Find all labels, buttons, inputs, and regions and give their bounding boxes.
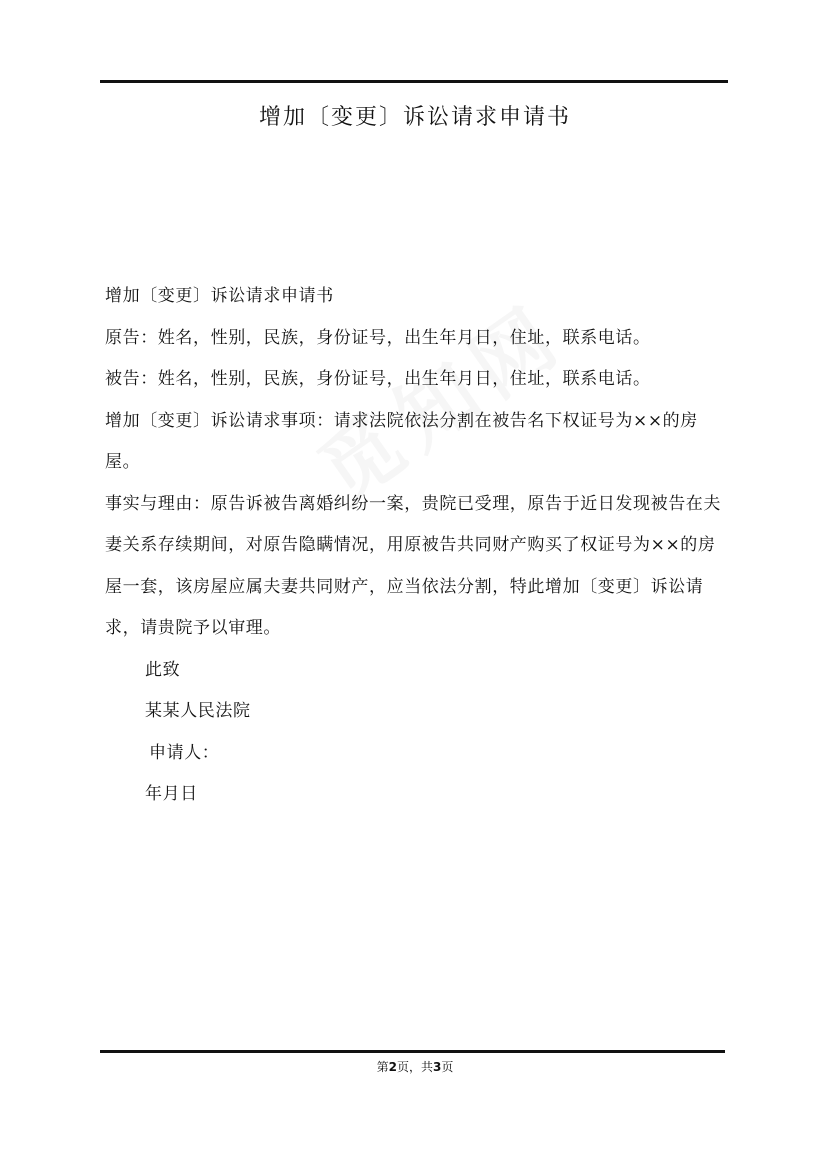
page-footer — [0, 1058, 830, 1075]
footer-prefix: 第 — [376, 1060, 389, 1074]
applicant-line: 申请人： — [149, 742, 220, 763]
footer-middle: 页，共 — [396, 1060, 433, 1074]
body-heading: 增加〔变更〕诉讼请求申请书 — [105, 286, 334, 306]
claim-paragraph: 增加〔变更〕诉讼请求事项：请求法院依法分割在被告名下权证号为××的房屋。 — [105, 410, 698, 472]
closing-line: 此致 — [145, 659, 181, 680]
footer-suffix: 页 — [441, 1060, 454, 1074]
defendant-paragraph: 被告：姓名，性别，民族，身份证号，出生年月日，住址，联系电话。 — [105, 369, 651, 389]
footer-rule — [100, 1050, 725, 1053]
document-body — [105, 276, 730, 816]
plaintiff-paragraph: 原告：姓名，性别，民族，身份证号，出生年月日，住址，联系电话。 — [105, 327, 651, 348]
document-title: 增加〔变更〕诉讼请求申请书 — [258, 105, 571, 130]
footer-total-pages: 3 — [433, 1060, 442, 1074]
date-line: 年月日 — [145, 784, 198, 804]
footer-page-number: 2 — [388, 1060, 397, 1074]
court-name: 某某人民法院 — [145, 701, 251, 721]
facts-paragraph: 事实与理由：原告诉被告离婚纠纷一案，贵院已受理，原告于近日发现被告在夫妻关系存续期间，对原告隐瞒情况，用原被告共同财产购买了权证号为××的房屋一套，该房屋应属夫妻共同财产，应当依法分割，特此增加〔变更〕诉讼请求，请贵院予以审理。 — [105, 493, 721, 638]
header-rule — [100, 80, 728, 83]
